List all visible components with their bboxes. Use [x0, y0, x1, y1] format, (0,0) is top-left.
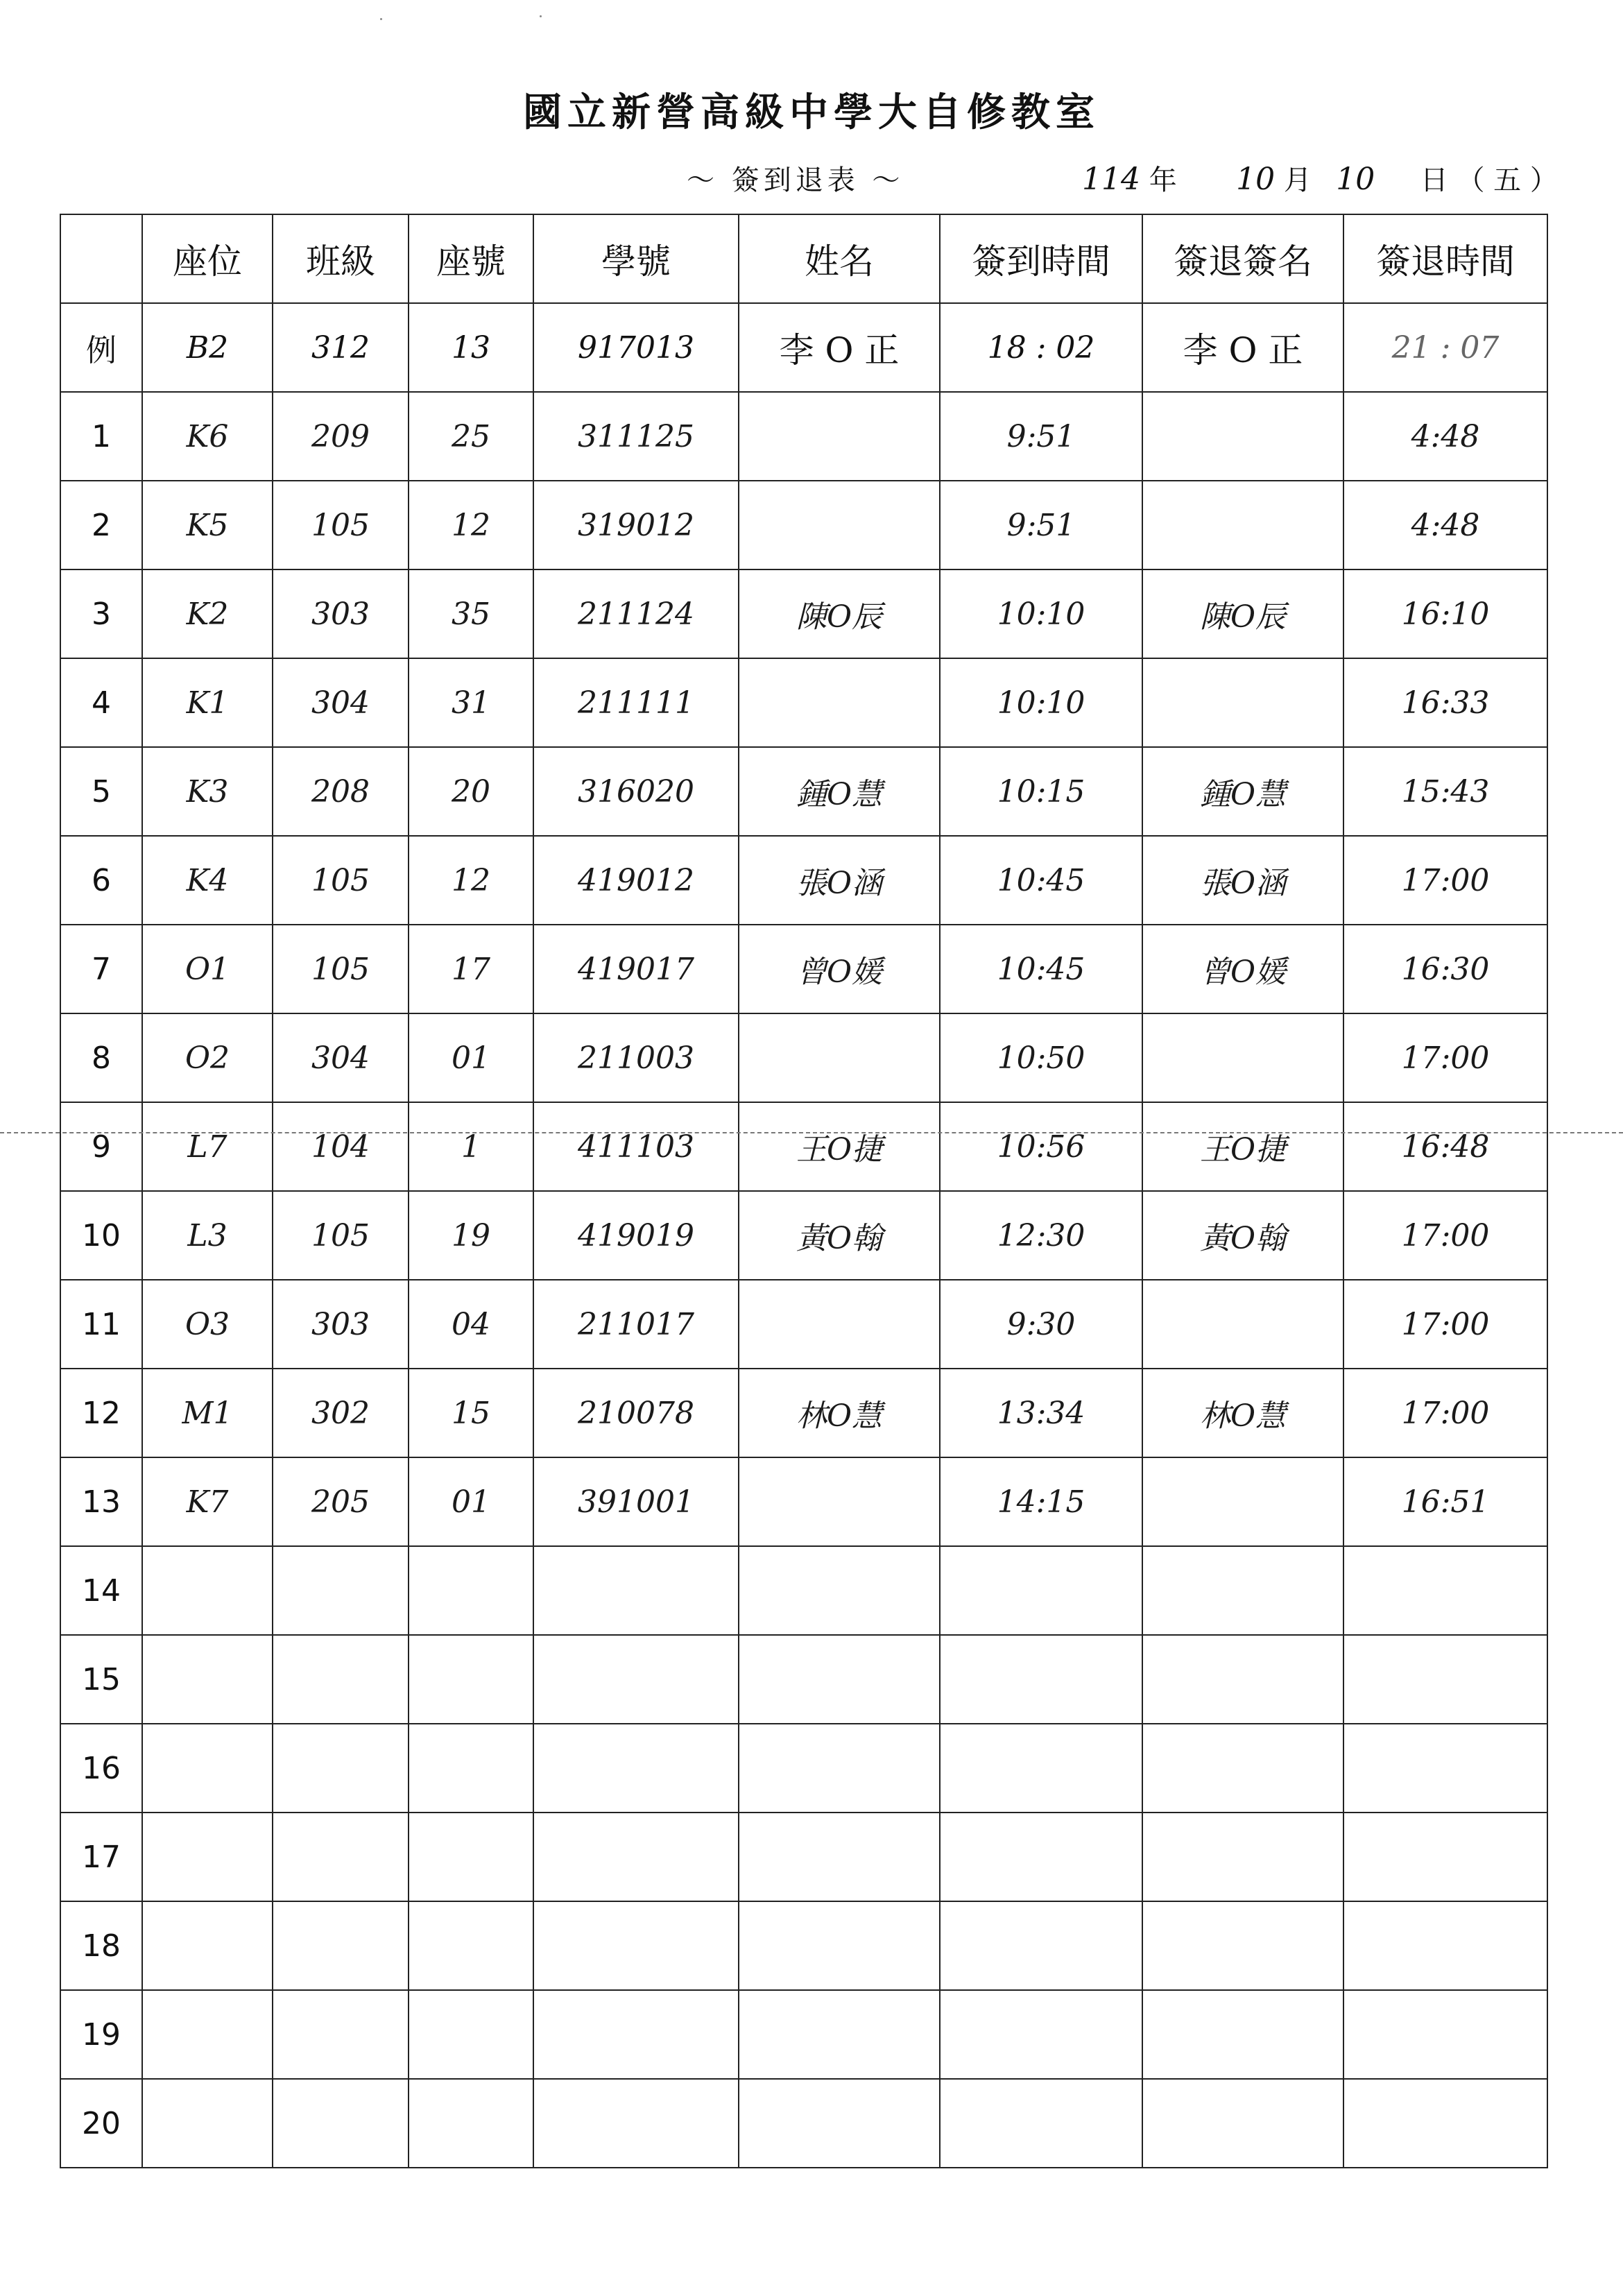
student-id-cell: 419019 — [533, 1191, 739, 1280]
sign-out-signature-cell — [1142, 392, 1343, 481]
table-row — [60, 392, 1547, 481]
row-number: 17 — [60, 1813, 142, 1901]
sign-out-signature-cell: 黃O翰 — [1142, 1191, 1343, 1280]
class-cell: 105 — [273, 1191, 409, 1280]
document-title: 國立新營高級中學大自修教室 — [523, 89, 1100, 135]
sign-in-time-cell — [940, 1546, 1142, 1635]
date-line — [1082, 158, 1558, 198]
header-index — [60, 214, 142, 303]
header-sign-out-signature: 簽退簽名 — [1142, 214, 1343, 303]
table-row — [60, 925, 1547, 1013]
seat-number-cell: 01 — [409, 1013, 533, 1102]
name-cell — [739, 1724, 940, 1813]
date-month: 10 — [1236, 162, 1276, 197]
date-weekday: （ 五 ） — [1457, 164, 1558, 196]
class-cell: 303 — [273, 569, 409, 658]
sign-out-signature-cell — [1142, 1457, 1343, 1546]
table-row — [60, 481, 1547, 569]
table-row — [60, 1102, 1547, 1191]
sign-out-time-cell — [1343, 2079, 1547, 2168]
table-row — [60, 747, 1547, 836]
sign-out-time-cell — [1343, 1813, 1547, 1901]
class-cell: 304 — [273, 1013, 409, 1102]
sign-in-time-cell: 13:34 — [940, 1369, 1142, 1457]
header-seat: 座位 — [142, 214, 273, 303]
class-cell — [273, 1546, 409, 1635]
name-cell: 黃O翰 — [739, 1191, 940, 1280]
table-row — [60, 2079, 1547, 2168]
row-number: 20 — [60, 2079, 142, 2168]
sign-out-time-cell: 17:00 — [1343, 1013, 1547, 1102]
sign-out-time-cell: 17:00 — [1343, 1280, 1547, 1369]
sign-out-signature-cell — [1142, 1990, 1343, 2079]
seat-number-cell — [409, 1813, 533, 1901]
sign-out-time-cell — [1343, 1901, 1547, 1990]
seat-number-cell: 31 — [409, 658, 533, 747]
sign-out-signature-cell: 王O捷 — [1142, 1102, 1343, 1191]
row-number: 1 — [60, 392, 142, 481]
student-id-cell — [533, 1724, 739, 1813]
sign-in-time-cell: 10:15 — [940, 747, 1142, 836]
class-cell: 302 — [273, 1369, 409, 1457]
seat-number-cell: 25 — [409, 392, 533, 481]
sign-out-signature-cell — [1142, 1546, 1343, 1635]
seat-cell: O3 — [142, 1280, 273, 1369]
sign-out-signature-cell — [1142, 1013, 1343, 1102]
seat-cell: O1 — [142, 925, 273, 1013]
sign-in-time-cell: 10:45 — [940, 925, 1142, 1013]
scan-speck — [540, 15, 542, 17]
row-number: 7 — [60, 925, 142, 1013]
seat-cell: M1 — [142, 1369, 273, 1457]
table-row — [60, 569, 1547, 658]
name-cell: 張O涵 — [739, 836, 940, 925]
seat-number-cell: 1 — [409, 1102, 533, 1191]
sign-out-signature-cell — [1142, 1635, 1343, 1724]
student-id-cell: 311125 — [533, 392, 739, 481]
row-number: 15 — [60, 1635, 142, 1724]
table-row — [60, 1280, 1547, 1369]
sign-in-time-cell — [940, 1990, 1142, 2079]
sign-in-time-cell: 10:10 — [940, 569, 1142, 658]
name-cell — [739, 658, 940, 747]
row-number: 5 — [60, 747, 142, 836]
row-number: 13 — [60, 1457, 142, 1546]
student-id-cell — [533, 1635, 739, 1724]
student-id-cell — [533, 1813, 739, 1901]
sign-out-time-cell: 16:33 — [1343, 658, 1547, 747]
document-subtitle: ～ 簽到退表 ～ — [687, 164, 904, 196]
sign-out-signature-cell — [1142, 1813, 1343, 1901]
example-class: 312 — [273, 303, 409, 392]
example-sign-out-signature: 李 O 正 — [1142, 303, 1343, 392]
seat-cell — [142, 1724, 273, 1813]
sign-out-time-cell: 17:00 — [1343, 1369, 1547, 1457]
class-cell — [273, 1724, 409, 1813]
seat-number-cell: 15 — [409, 1369, 533, 1457]
row-number: 19 — [60, 1990, 142, 2079]
table-row — [60, 1901, 1547, 1990]
example-seat-number: 13 — [409, 303, 533, 392]
scan-speck — [380, 18, 382, 20]
row-number: 14 — [60, 1546, 142, 1635]
example-row — [60, 303, 1547, 392]
class-cell: 105 — [273, 836, 409, 925]
sign-in-time-cell: 10:10 — [940, 658, 1142, 747]
name-cell — [739, 1635, 940, 1724]
seat-number-cell — [409, 1724, 533, 1813]
sign-out-signature-cell: 張O涵 — [1142, 836, 1343, 925]
seat-number-cell: 01 — [409, 1457, 533, 1546]
name-cell — [739, 1013, 940, 1102]
sign-out-time-cell: 16:48 — [1343, 1102, 1547, 1191]
row-number: 4 — [60, 658, 142, 747]
student-id-cell: 391001 — [533, 1457, 739, 1546]
sign-in-time-cell — [940, 1635, 1142, 1724]
table-header-row — [60, 214, 1547, 303]
sign-out-time-cell — [1343, 1724, 1547, 1813]
seat-cell — [142, 1901, 273, 1990]
sign-out-time-cell: 16:30 — [1343, 925, 1547, 1013]
row-number: 3 — [60, 569, 142, 658]
example-label: 例 — [60, 303, 142, 392]
example-seat: B2 — [142, 303, 273, 392]
name-cell — [739, 481, 940, 569]
header-sign-in-time: 簽到時間 — [940, 214, 1142, 303]
sign-in-time-cell — [940, 1724, 1142, 1813]
sign-in-time-cell: 10:56 — [940, 1102, 1142, 1191]
seat-number-cell — [409, 1635, 533, 1724]
seat-cell: K3 — [142, 747, 273, 836]
student-id-cell — [533, 1990, 739, 2079]
date-day-unit: 日 — [1420, 164, 1448, 196]
name-cell — [739, 1901, 940, 1990]
sign-out-time-cell: 17:00 — [1343, 1191, 1547, 1280]
date-year-unit: 年 — [1149, 164, 1177, 196]
name-cell: 鍾O慧 — [739, 747, 940, 836]
seat-number-cell: 35 — [409, 569, 533, 658]
seat-number-cell: 20 — [409, 747, 533, 836]
seat-number-cell: 12 — [409, 836, 533, 925]
class-cell: 104 — [273, 1102, 409, 1191]
sign-in-time-cell: 12:30 — [940, 1191, 1142, 1280]
student-id-cell: 211003 — [533, 1013, 739, 1102]
class-cell — [273, 1635, 409, 1724]
sign-out-signature-cell — [1142, 1901, 1343, 1990]
sign-out-time-cell — [1343, 1990, 1547, 2079]
header-student-id: 學號 — [533, 214, 739, 303]
sign-out-time-cell — [1343, 1635, 1547, 1724]
student-id-cell: 411103 — [533, 1102, 739, 1191]
class-cell: 208 — [273, 747, 409, 836]
row-number: 9 — [60, 1102, 142, 1191]
row-number: 2 — [60, 481, 142, 569]
name-cell: 林O慧 — [739, 1369, 940, 1457]
sign-out-signature-cell: 林O慧 — [1142, 1369, 1343, 1457]
name-cell: 陳O辰 — [739, 569, 940, 658]
table-row — [60, 1635, 1547, 1724]
class-cell: 105 — [273, 925, 409, 1013]
name-cell — [739, 1990, 940, 2079]
seat-cell: K2 — [142, 569, 273, 658]
table-row — [60, 1013, 1547, 1102]
sign-out-signature-cell: 曾O媛 — [1142, 925, 1343, 1013]
fold-mark-line — [0, 1132, 1623, 1133]
sign-in-time-cell — [940, 1901, 1142, 1990]
header-sign-out-time: 簽退時間 — [1343, 214, 1547, 303]
class-cell — [273, 1901, 409, 1990]
student-id-cell — [533, 1901, 739, 1990]
seat-cell — [142, 1990, 273, 2079]
row-number: 10 — [60, 1191, 142, 1280]
sign-in-time-cell: 9:51 — [940, 481, 1142, 569]
student-id-cell: 419017 — [533, 925, 739, 1013]
sign-in-time-cell: 9:51 — [940, 392, 1142, 481]
row-number: 12 — [60, 1369, 142, 1457]
row-number: 16 — [60, 1724, 142, 1813]
name-cell — [739, 1813, 940, 1901]
table-row — [60, 836, 1547, 925]
name-cell — [739, 1457, 940, 1546]
sign-out-time-cell: 16:51 — [1343, 1457, 1547, 1546]
table-row — [60, 1369, 1547, 1457]
sign-out-signature-cell: 陳O辰 — [1142, 569, 1343, 658]
seat-cell — [142, 2079, 273, 2168]
name-cell: 王O捷 — [739, 1102, 940, 1191]
sign-in-time-cell — [940, 1813, 1142, 1901]
class-cell — [273, 2079, 409, 2168]
seat-cell — [142, 1813, 273, 1901]
sign-out-signature-cell — [1142, 481, 1343, 569]
table-row — [60, 1191, 1547, 1280]
header-seat-number: 座號 — [409, 214, 533, 303]
sign-in-time-cell: 14:15 — [940, 1457, 1142, 1546]
seat-cell: K4 — [142, 836, 273, 925]
table-row — [60, 1724, 1547, 1813]
table-row — [60, 1546, 1547, 1635]
example-student-id: 917013 — [533, 303, 739, 392]
sign-in-time-cell: 10:45 — [940, 836, 1142, 925]
sign-out-time-cell: 4:48 — [1343, 392, 1547, 481]
table-row — [60, 1990, 1547, 2079]
sign-out-time-cell: 15:43 — [1343, 747, 1547, 836]
seat-number-cell — [409, 1990, 533, 2079]
date-day: 10 — [1336, 162, 1375, 197]
seat-cell: K5 — [142, 481, 273, 569]
example-sign-in-time: 18 : 02 — [940, 303, 1142, 392]
class-cell: 209 — [273, 392, 409, 481]
class-cell: 205 — [273, 1457, 409, 1546]
sign-in-time-cell: 10:50 — [940, 1013, 1142, 1102]
name-cell — [739, 1546, 940, 1635]
seat-cell: K7 — [142, 1457, 273, 1546]
student-id-cell: 316020 — [533, 747, 739, 836]
sign-out-signature-cell — [1142, 2079, 1343, 2168]
class-cell: 105 — [273, 481, 409, 569]
table-row — [60, 1813, 1547, 1901]
seat-cell: L3 — [142, 1191, 273, 1280]
seat-number-cell — [409, 1901, 533, 1990]
class-cell — [273, 1813, 409, 1901]
student-id-cell — [533, 2079, 739, 2168]
row-number: 11 — [60, 1280, 142, 1369]
student-id-cell: 211017 — [533, 1280, 739, 1369]
sign-out-time-cell: 4:48 — [1343, 481, 1547, 569]
seat-number-cell: 12 — [409, 481, 533, 569]
sign-out-signature-cell: 鍾O慧 — [1142, 747, 1343, 836]
student-id-cell: 419012 — [533, 836, 739, 925]
student-id-cell: 211124 — [533, 569, 739, 658]
sign-in-time-cell — [940, 2079, 1142, 2168]
sign-out-signature-cell — [1142, 1724, 1343, 1813]
class-cell: 303 — [273, 1280, 409, 1369]
class-cell: 304 — [273, 658, 409, 747]
student-id-cell: 319012 — [533, 481, 739, 569]
header-name: 姓名 — [739, 214, 940, 303]
row-number: 8 — [60, 1013, 142, 1102]
name-cell — [739, 392, 940, 481]
seat-number-cell — [409, 2079, 533, 2168]
seat-number-cell: 17 — [409, 925, 533, 1013]
student-id-cell — [533, 1546, 739, 1635]
seat-number-cell: 04 — [409, 1280, 533, 1369]
sign-out-time-cell — [1343, 1546, 1547, 1635]
name-cell — [739, 1280, 940, 1369]
name-cell — [739, 2079, 940, 2168]
seat-cell: O2 — [142, 1013, 273, 1102]
date-year: 114 — [1082, 162, 1140, 197]
table-row — [60, 658, 1547, 747]
seat-cell: L7 — [142, 1102, 273, 1191]
student-id-cell: 210078 — [533, 1369, 739, 1457]
example-sign-out-time: 21 : 07 — [1343, 303, 1547, 392]
seat-number-cell: 19 — [409, 1191, 533, 1280]
sign-in-time-cell: 9:30 — [940, 1280, 1142, 1369]
example-name: 李 O 正 — [739, 303, 940, 392]
row-number: 18 — [60, 1901, 142, 1990]
table-row — [60, 1457, 1547, 1546]
sign-out-signature-cell — [1142, 658, 1343, 747]
header-class: 班級 — [273, 214, 409, 303]
seat-cell — [142, 1635, 273, 1724]
name-cell: 曾O媛 — [739, 925, 940, 1013]
student-id-cell: 211111 — [533, 658, 739, 747]
date-month-unit: 月 — [1283, 164, 1312, 196]
sign-in-table — [60, 214, 1548, 2168]
seat-number-cell — [409, 1546, 533, 1635]
seat-cell: K1 — [142, 658, 273, 747]
sign-out-signature-cell — [1142, 1280, 1343, 1369]
class-cell — [273, 1990, 409, 2079]
sign-out-time-cell: 17:00 — [1343, 836, 1547, 925]
seat-cell: K6 — [142, 392, 273, 481]
sign-out-time-cell: 16:10 — [1343, 569, 1547, 658]
row-number: 6 — [60, 836, 142, 925]
seat-cell — [142, 1546, 273, 1635]
